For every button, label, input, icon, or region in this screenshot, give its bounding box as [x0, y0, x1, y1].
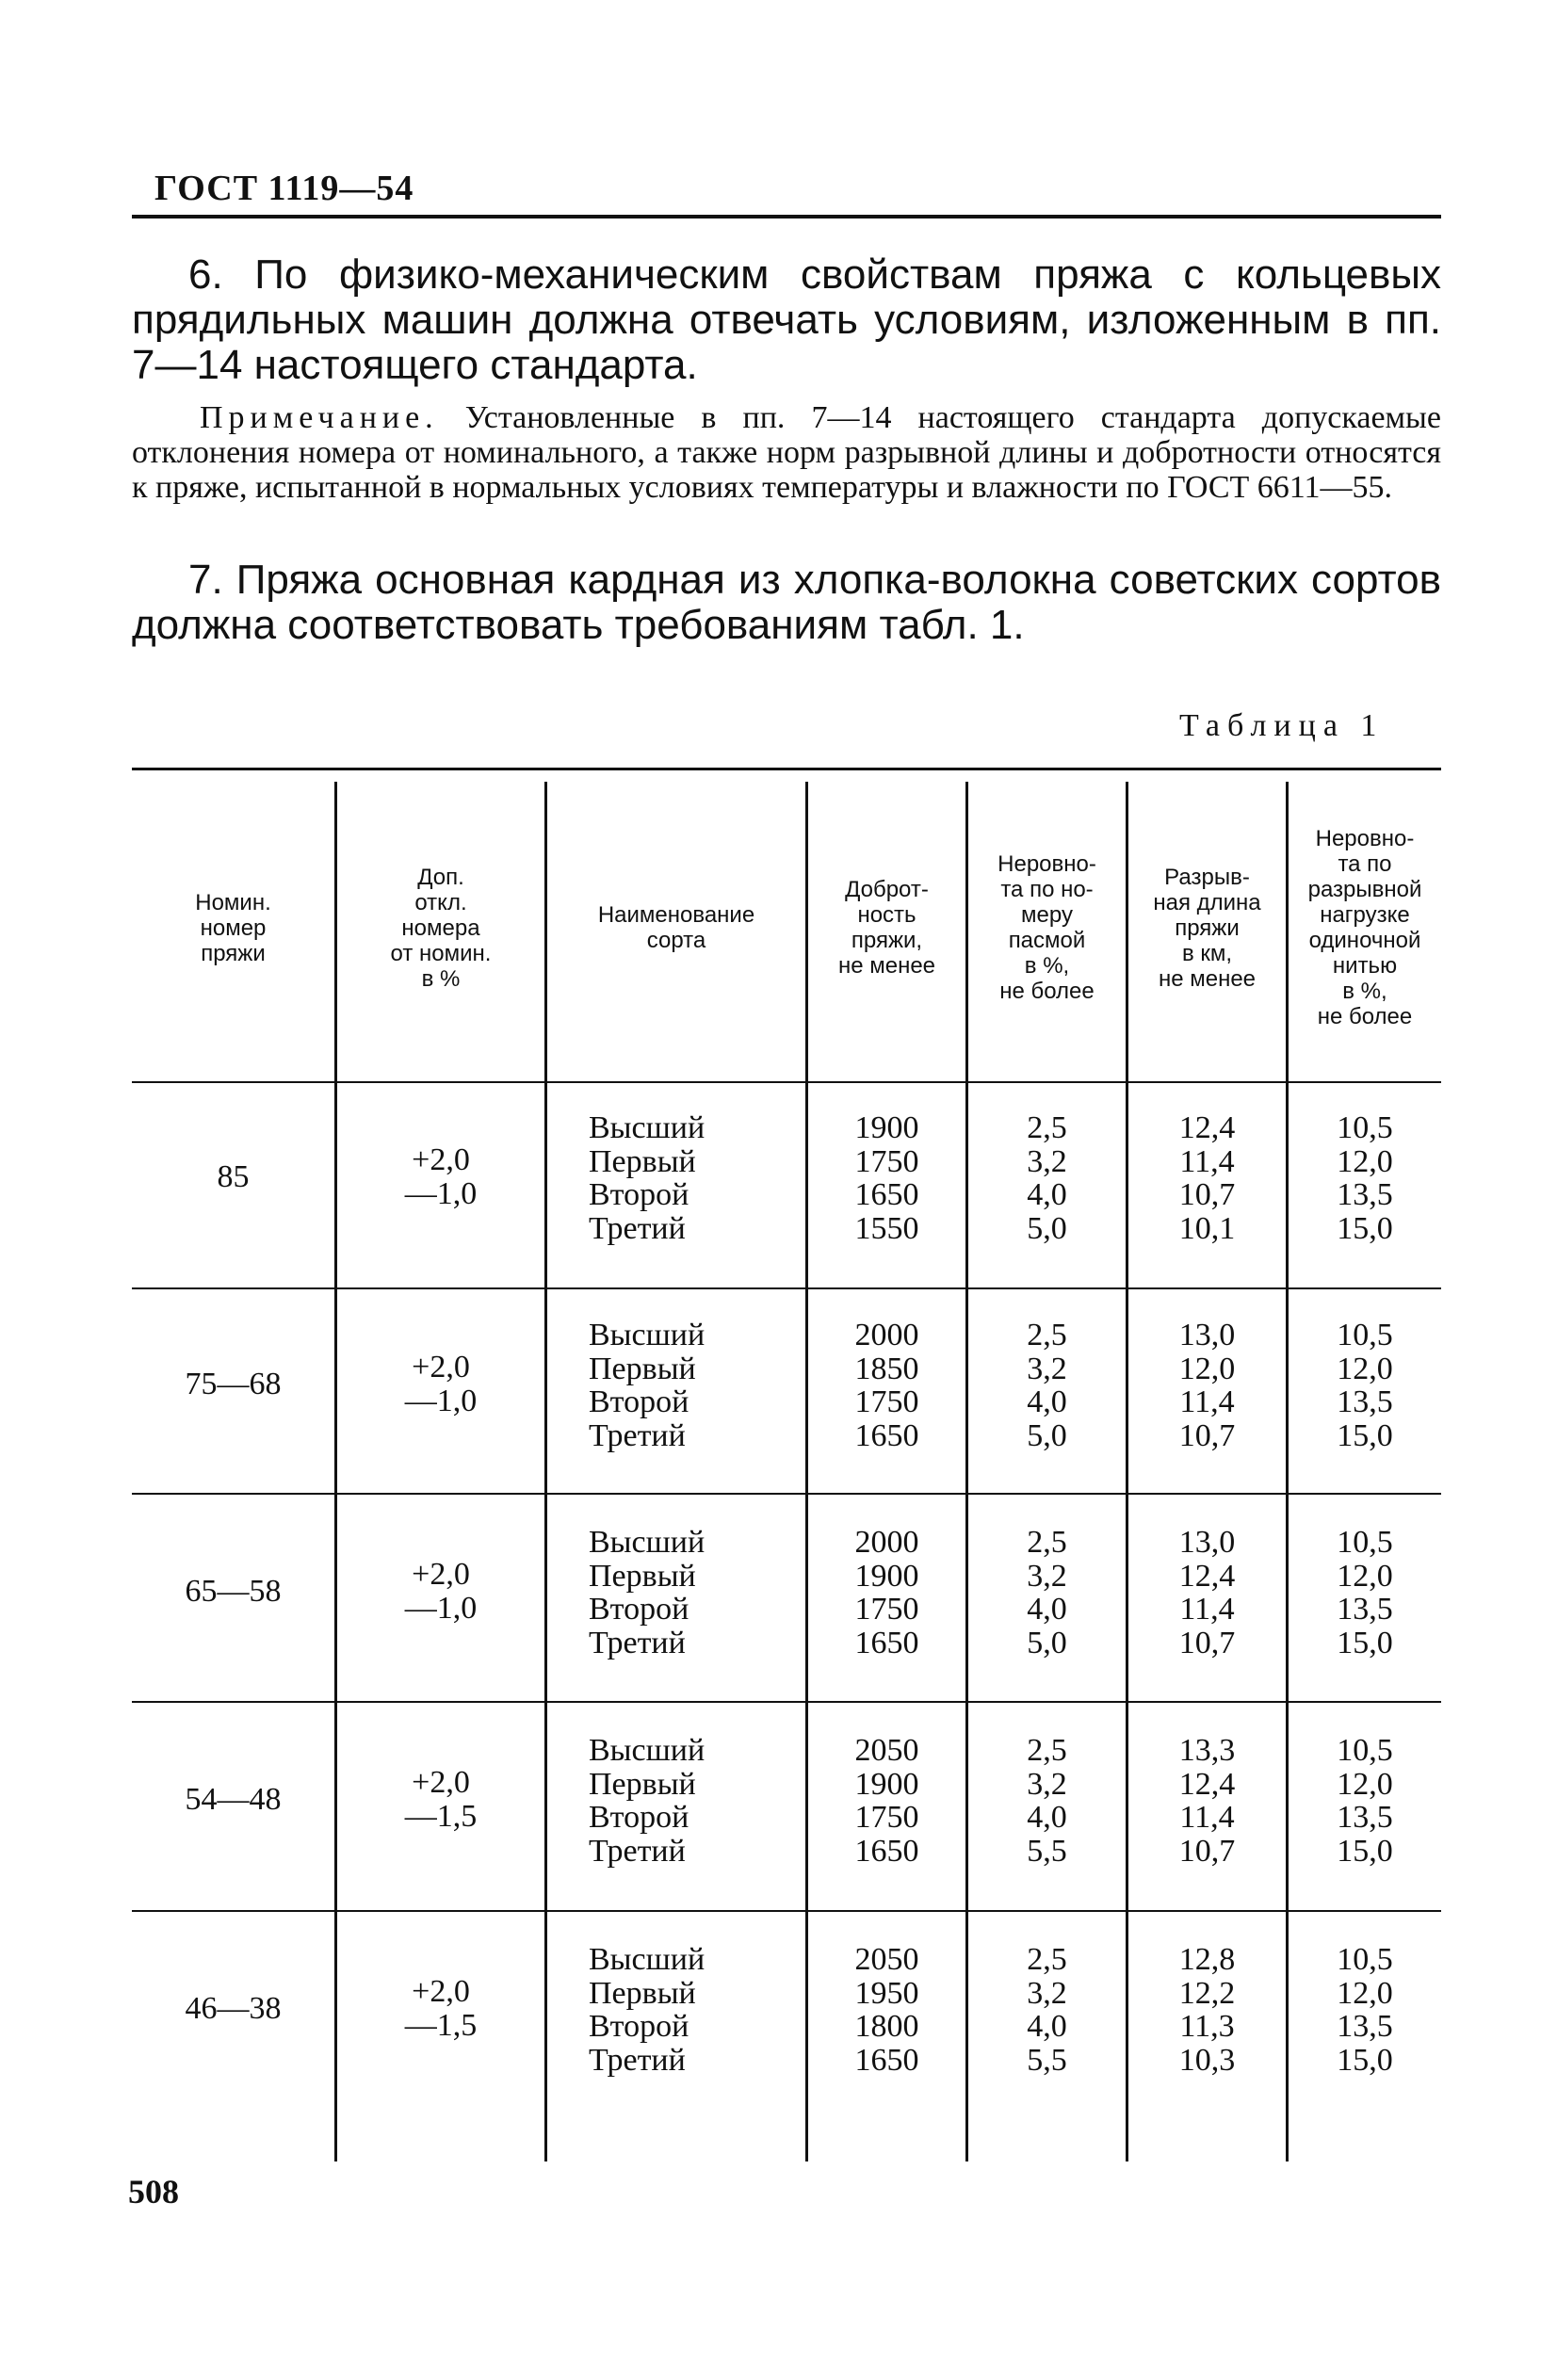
cell-grades: Высший Первый Второй Третий [589, 1733, 706, 1869]
cell-number: 46—38 [185, 1991, 282, 2026]
header-deviation: Доп. откл. номера от номин. в % [390, 864, 492, 992]
header-quality: Доброт- ность пряжи, не менее [837, 877, 936, 979]
table-header-rule [132, 1081, 1441, 1083]
cell-grades: Высший Первый Второй Третий [589, 1318, 706, 1453]
cell-deviation: +2,0 —1,0 [404, 1557, 478, 1626]
table-column-rule [1286, 782, 1289, 2161]
cell-deviation: +2,0 —1,0 [404, 1142, 478, 1211]
table-top-rule [132, 768, 1441, 770]
cell-quality: 1900 1750 1650 1550 [854, 1110, 919, 1246]
table-column-rule [965, 782, 968, 2161]
cell-number: 85 [217, 1159, 250, 1194]
header-unevenness-count: Неровно- та по но- меру пасмой в %, не более [997, 851, 1096, 1004]
paragraph-7: 7. Пряжа основная кардная из хлопка-волокна советских сортов должна соответствовать требованиям табл. 1. [132, 557, 1441, 648]
header-unevenness-load: Неровно- та по разрывной нагрузке одиночной нитью в %, не более [1307, 826, 1422, 1029]
cell-grades: Высший Первый Второй Третий [589, 1110, 706, 1246]
cell-unevenness-count: 2,5 3,2 4,0 5,0 [1027, 1110, 1067, 1246]
cell-deviation: +2,0 —1,5 [404, 1765, 478, 1834]
table-column-rule [805, 782, 808, 2161]
table-group-rule [132, 1287, 1441, 1289]
cell-unevenness-count: 2,5 3,2 4,0 5,0 [1027, 1318, 1067, 1453]
cell-quality: 2050 1900 1750 1650 [854, 1733, 919, 1869]
table-caption: Таблица 1 [1179, 708, 1385, 743]
note [132, 400, 1441, 505]
table-group-rule [132, 1493, 1441, 1495]
cell-breaking-length: 12,8 12,2 11,3 10,3 [1178, 1942, 1236, 2078]
cell-number: 54—48 [185, 1782, 282, 1817]
cell-breaking-length: 12,4 11,4 10,7 10,1 [1178, 1110, 1236, 1246]
note-label: Примечание. [200, 400, 439, 435]
cell-unevenness-count: 2,5 3,2 4,0 5,0 [1027, 1525, 1067, 1660]
cell-number: 65—58 [185, 1574, 282, 1609]
header-nominal-number: Номин. номер пряжи [195, 889, 271, 966]
cell-unevenness-load: 10,5 12,0 13,5 15,0 [1337, 1733, 1393, 1869]
cell-breaking-length: 13,0 12,4 11,4 10,7 [1178, 1525, 1236, 1660]
table-column-rule [334, 782, 337, 2161]
cell-deviation: +2,0 —1,5 [404, 1974, 478, 2043]
cell-deviation: +2,0 —1,0 [404, 1350, 478, 1418]
cell-unevenness-load: 10,5 12,0 13,5 15,0 [1337, 1110, 1393, 1246]
page-number: 508 [128, 2173, 179, 2210]
cell-quality: 2050 1950 1800 1650 [854, 1942, 919, 2078]
header-rule [132, 215, 1441, 219]
cell-unevenness-count: 2,5 3,2 4,0 5,5 [1027, 1733, 1067, 1869]
cell-unevenness-count: 2,5 3,2 4,0 5,5 [1027, 1942, 1067, 2078]
cell-breaking-length: 13,0 12,0 11,4 10,7 [1178, 1318, 1236, 1453]
header-grade: Наименование сорта [597, 902, 755, 953]
cell-unevenness-load: 10,5 12,0 13,5 15,0 [1337, 1525, 1393, 1660]
cell-unevenness-load: 10,5 12,0 13,5 15,0 [1337, 1942, 1393, 2078]
running-head: ГОСТ 1119—54 [154, 169, 414, 208]
paragraph-6: 6. По физико-механическим свойствам пряжа с кольцевых прядильных машин должна отвечать условиям, изложенным в пп. 7—14 настоящего стандарта. [132, 251, 1441, 388]
cell-unevenness-load: 10,5 12,0 13,5 15,0 [1337, 1318, 1393, 1453]
cell-grades: Высший Первый Второй Третий [589, 1525, 706, 1660]
cell-quality: 2000 1850 1750 1650 [854, 1318, 919, 1453]
note-text: Установленные в пп. 7—14 настоящего стандарта допускаемые отклонения номера от номинального, а также норм разрывной длины и добротности относятся к пряже, испытанной в нормальных условиях температуры и влажности по ГОСТ 6611—55. [132, 400, 1441, 505]
cell-number: 75—68 [185, 1367, 282, 1401]
cell-breaking-length: 13,3 12,4 11,4 10,7 [1178, 1733, 1236, 1869]
cell-quality: 2000 1900 1750 1650 [854, 1525, 919, 1660]
table-group-rule [132, 1701, 1441, 1703]
header-breaking-length: Разрыв- ная длина пряжи в км, не менее [1153, 864, 1261, 992]
table-column-rule [1126, 782, 1128, 2161]
table-column-rule [544, 782, 547, 2161]
cell-grades: Высший Первый Второй Третий [589, 1942, 706, 2078]
table-group-rule [132, 1910, 1441, 1912]
